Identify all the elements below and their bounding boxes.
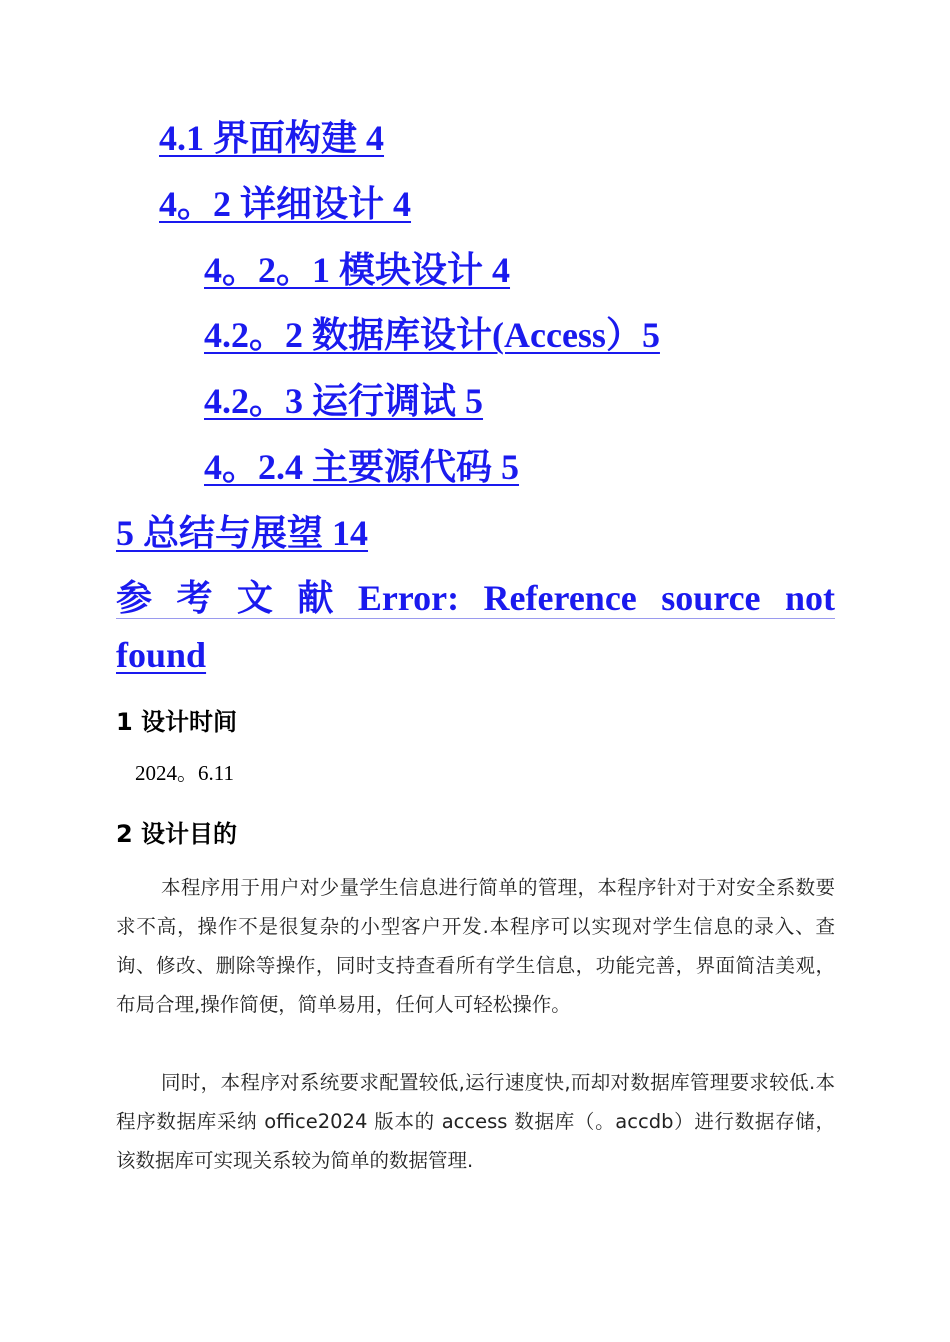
toc-link-summary-outlook[interactable]: 5 总结与展望 14 <box>116 513 369 553</box>
body-paragraph: 本程序用于用户对少量学生信息进行简单的管理，本程序针对于对安全系数要求不高，操作不是很复杂的小型客户开发.本程序可以实现对学生信息的录入、查询、修改、删除等操作，同时支持查看所有学生信息，功能完善，界面简洁美观，布局合理,操作简便，简单易用，任何人可轻松操作。 <box>116 876 835 1016</box>
toc-references-word: 文 <box>236 578 273 618</box>
toc-references-word: 参 <box>116 578 153 618</box>
body-paragraph: 同时，本程序对系统要求配置较低,运行速度快,而却对数据库管理要求较低.本程序数据库采纳 office2024 版本的 access 数据库（。accdb）进行数据存储，该数据库可实现关系较为简单的数据管理. <box>116 1071 835 1172</box>
toc-references-word: 献 <box>297 578 334 618</box>
section-heading-design-time: 1 设计时间 <box>116 708 238 736</box>
design-date: 2024。6.11 <box>135 761 234 785</box>
section-heading-design-purpose: 2 设计目的 <box>116 820 238 848</box>
toc-references-word: source <box>661 578 761 618</box>
toc-references-line <box>116 578 835 619</box>
toc-link-detailed-design[interactable]: 4。2 详细设计 4 <box>159 184 412 224</box>
toc-link-module-design[interactable]: 4。2。1 模块设计 4 <box>204 250 511 290</box>
toc-references-word: Error: <box>357 578 460 618</box>
toc-references-continuation: found <box>116 635 207 675</box>
toc-link-interface-build[interactable]: 4.1 界面构建 4 <box>159 118 385 158</box>
toc-references-word: not <box>784 578 835 618</box>
toc-link-source-code[interactable]: 4。2.4 主要源代码 5 <box>204 447 520 487</box>
toc-references-word: 考 <box>176 578 213 618</box>
toc-references-word: Reference <box>483 578 637 618</box>
toc-link-references[interactable] <box>116 578 835 675</box>
toc-link-run-debug[interactable]: 4.2。3 运行调试 5 <box>204 381 484 421</box>
toc-link-database-design[interactable]: 4.2。2 数据库设计(Access）5 <box>204 315 660 355</box>
